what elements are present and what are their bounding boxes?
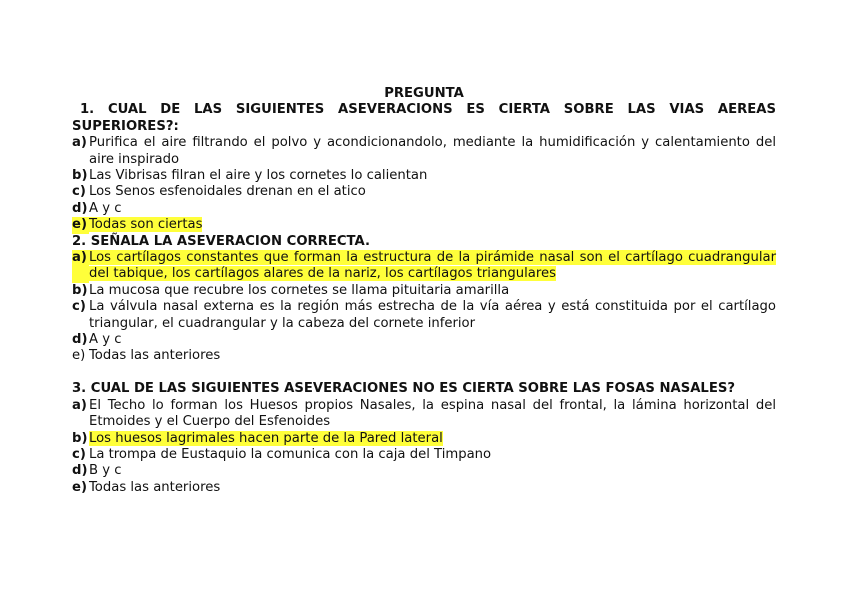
option-label: e)	[72, 348, 86, 364]
question-heading: 2. SEÑALA LA ASEVERACION CORRECTA.	[72, 233, 370, 249]
option-label: a)	[72, 397, 87, 413]
option-label: c)	[72, 299, 86, 315]
option-e	[72, 348, 776, 364]
highlighted-answer: Los cartílagos constantes que forman la estructura de la pirámide nasal son el cartílago cuadrangular del tabique, los cartílagos alares de la nariz, los cartílagos triangulares	[89, 250, 776, 282]
option-text: La válvula nasal externa es la región más estrecha de la vía aérea y está constituida por el cartílago triangular, el cuadrangular y la cabeza del cornete inferior	[89, 299, 776, 331]
option-d	[72, 201, 776, 217]
option-text: Purifica el aire filtrando el polvo y acondicionandolo, mediante la humidificación y calentamiento del aire inspirado	[89, 135, 776, 167]
option-label: c)	[72, 446, 86, 462]
option-label: d)	[72, 332, 88, 348]
option-b	[72, 168, 776, 184]
option-d	[72, 463, 776, 479]
question-heading: 1. CUAL DE LAS SIGUIENTES ASEVERACIONS ES CIERTA SOBRE LAS VIAS AEREAS SUPERIORES?:	[72, 102, 776, 134]
option-c	[72, 447, 776, 463]
option-text: Los Senos esfenoidales drenan en el atico	[89, 184, 366, 200]
option-c	[72, 299, 776, 332]
option-d	[72, 332, 776, 348]
option-text: Todas las anteriores	[89, 479, 221, 495]
option-text: La trompa de Eustaquio la comunica con la caja del Timpano	[89, 446, 492, 462]
highlighted-answer: Los huesos lagrimales hacen parte de la Pared lateral	[89, 430, 443, 446]
option-text: La mucosa que recubre los cornetes se llama pituitaria amarilla	[89, 282, 510, 298]
option-text: El Techo lo forman los Huesos propios Nasales, la espina nasal del frontal, la lámina horizontal del Etmoides y el Cuerpo del Esfenoides	[89, 397, 776, 430]
option-text: Todas las anteriores	[89, 348, 221, 364]
option-label: e)	[72, 217, 89, 233]
question-2	[72, 234, 776, 365]
option-text: A y c	[89, 200, 122, 216]
highlighted-answer: Todas son ciertas	[89, 217, 203, 233]
question-1	[72, 102, 776, 233]
option-text: A y c	[89, 332, 122, 348]
option-text: Las Vibrisas filran el aire y los cornetes lo calientan	[89, 168, 428, 184]
option-b	[72, 283, 776, 299]
document-body	[72, 86, 776, 496]
option-text: B y c	[89, 463, 122, 479]
option-label: a)	[72, 135, 87, 151]
option-label: c)	[72, 184, 86, 200]
option-a-correct	[72, 250, 776, 283]
option-e-correct	[72, 217, 776, 233]
option-b-correct	[72, 431, 776, 447]
option-label: e)	[72, 479, 87, 495]
option-label: b)	[72, 168, 88, 184]
option-c	[72, 184, 776, 200]
option-a	[72, 398, 776, 431]
option-e	[72, 480, 776, 496]
option-a	[72, 135, 776, 168]
question-heading: 3. CUAL DE LAS SIGUIENTES ASEVERACIONES NO ES CIERTA SOBRE LAS FOSAS NASALES?	[72, 381, 735, 397]
option-label: b)	[72, 430, 88, 446]
blank-line	[72, 365, 776, 381]
option-label: d)	[72, 200, 88, 216]
question-3	[72, 381, 776, 496]
page-title: PREGUNTA	[384, 86, 464, 101]
option-label: d)	[72, 463, 88, 479]
option-label: a)	[72, 250, 89, 283]
option-label: b)	[72, 282, 88, 298]
